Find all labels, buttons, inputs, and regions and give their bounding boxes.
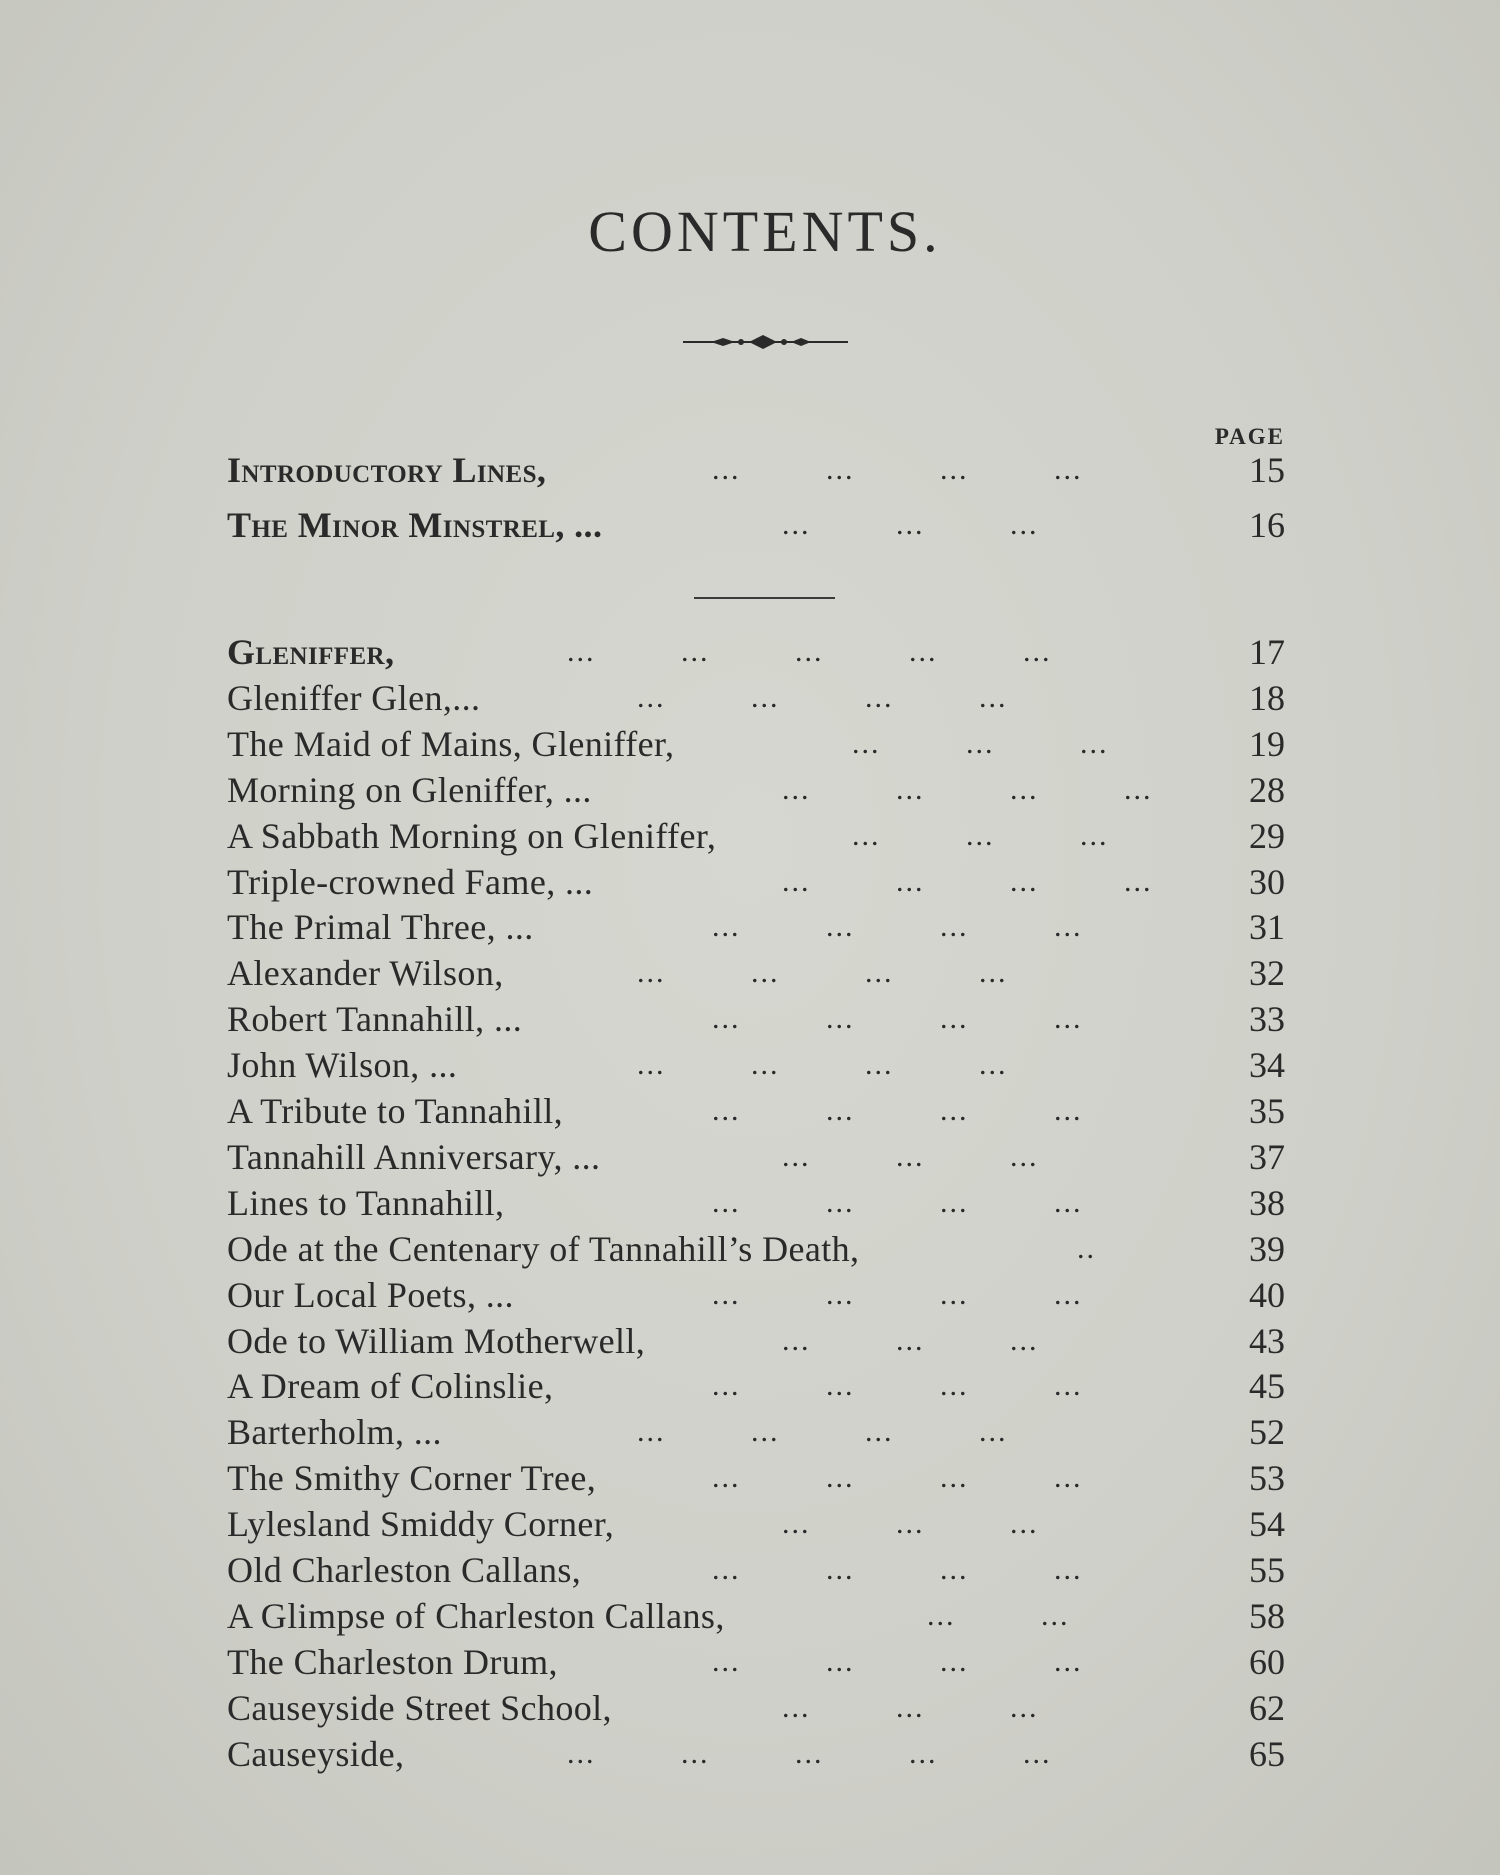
dot-leader: ... ... — [927, 1599, 1070, 1632]
entry-title: Lines to Tannahill, — [227, 1183, 505, 1223]
dot-leader: ... ... ... ... — [712, 1094, 1083, 1127]
entry-title: Our Local Poets, ... — [227, 1275, 514, 1315]
entry-title: John Wilson, ... — [227, 1045, 458, 1085]
dot-leader: ... ... ... ... — [712, 1278, 1083, 1311]
entry-page-number: 15 — [1249, 450, 1285, 490]
contents-entry — [227, 1227, 1285, 1271]
entry-page-number: 19 — [1249, 724, 1285, 764]
entry-title: Triple-crowned Fame, ... — [227, 862, 594, 902]
contents-entry — [227, 951, 1285, 995]
contents-entry — [227, 1181, 1285, 1225]
dot-leader: ... ... ... ... ... — [567, 635, 1052, 668]
entry-title: Introductory Lines, — [227, 450, 547, 490]
dot-leader: ... ... ... — [852, 819, 1109, 852]
entry-page-number: 39 — [1249, 1229, 1285, 1269]
contents-entry — [227, 448, 1285, 492]
contents-entry — [227, 1410, 1285, 1454]
entry-title: Robert Tannahill, ... — [227, 999, 523, 1039]
entry-title: Old Charleston Callans, — [227, 1550, 582, 1590]
entry-page-number: 45 — [1249, 1366, 1285, 1406]
entry-page-number: 18 — [1249, 678, 1285, 718]
dot-leader: ... ... ... ... — [637, 681, 1008, 714]
contents-entry — [227, 768, 1285, 812]
entry-title: A Tribute to Tannahill, — [227, 1091, 564, 1131]
dot-leader: ... ... ... ... — [637, 1048, 1008, 1081]
dot-leader: ... ... ... — [782, 1507, 1039, 1540]
entry-title: The Primal Three, ... — [227, 907, 534, 947]
contents-entry — [227, 1319, 1285, 1363]
dot-leader: ... ... ... ... — [712, 1461, 1083, 1494]
dot-leader: ... ... ... ... — [637, 956, 1008, 989]
contents-entry — [227, 1732, 1285, 1776]
page-column-header: PAGE — [1214, 424, 1285, 449]
dot-leader: ... ... ... ... — [712, 910, 1083, 943]
entry-page-number: 28 — [1249, 770, 1285, 810]
contents-entry — [227, 860, 1285, 904]
dot-leader: ... ... ... — [782, 1140, 1039, 1173]
entry-page-number: 34 — [1249, 1045, 1285, 1085]
dot-leader: ... ... ... — [782, 1691, 1039, 1724]
section-rule — [694, 597, 835, 599]
entry-title: Causeyside Street School, — [227, 1688, 612, 1728]
dot-leader: ... ... ... — [852, 727, 1109, 760]
contents-entry — [227, 1273, 1285, 1317]
entry-title: Gleniffer Glen,... — [227, 678, 481, 718]
entry-title: A Glimpse of Charleston Callans, — [227, 1596, 725, 1636]
entry-page-number: 65 — [1249, 1734, 1285, 1774]
contents-entry — [227, 1594, 1285, 1638]
entry-page-number: 43 — [1249, 1321, 1285, 1361]
entry-title: Barterholm, ... — [227, 1412, 442, 1452]
contents-entry — [227, 722, 1285, 766]
dot-leader: .. — [1077, 1232, 1096, 1265]
contents-entry — [227, 814, 1285, 858]
entry-page-number: 33 — [1249, 999, 1285, 1039]
entry-page-number: 16 — [1249, 505, 1285, 545]
entry-page-number: 37 — [1249, 1137, 1285, 1177]
entry-page-number: 40 — [1249, 1275, 1285, 1315]
entry-title: Tannahill Anniversary, ... — [227, 1137, 601, 1177]
entry-page-number: 30 — [1249, 862, 1285, 902]
entry-page-number: 60 — [1249, 1642, 1285, 1682]
dot-leader: ... ... ... ... — [712, 1369, 1083, 1402]
entry-page-number: 53 — [1249, 1458, 1285, 1498]
contents-entry — [227, 1456, 1285, 1500]
dot-leader: ... ... ... ... — [712, 1645, 1083, 1678]
contents-entry — [227, 503, 1285, 547]
entry-page-number: 17 — [1249, 632, 1285, 672]
dot-leader: ... ... ... ... — [712, 1186, 1083, 1219]
entry-title: Alexander Wilson, — [227, 953, 504, 993]
contents-entry — [227, 630, 1285, 674]
entry-page-number: 52 — [1249, 1412, 1285, 1452]
entry-page-number: 31 — [1249, 907, 1285, 947]
dot-leader: ... ... ... ... — [712, 1002, 1083, 1035]
contents-entry — [227, 676, 1285, 720]
contents-entry — [227, 1089, 1285, 1133]
entry-title: Ode at the Centenary of Tannahill’s Death, — [227, 1229, 860, 1269]
entry-title: Lylesland Smiddy Corner, — [227, 1504, 615, 1544]
entry-page-number: 55 — [1249, 1550, 1285, 1590]
contents-entry — [227, 1364, 1285, 1408]
entry-title: The Minor Minstrel, ... — [227, 505, 603, 545]
entry-page-number: 38 — [1249, 1183, 1285, 1223]
contents-entry — [227, 997, 1285, 1041]
dot-leader: ... ... ... ... — [782, 865, 1153, 898]
entry-title: The Smithy Corner Tree, — [227, 1458, 597, 1498]
page-title: CONTENTS. — [588, 199, 942, 264]
contents-entry — [227, 1640, 1285, 1684]
entry-page-number: 54 — [1249, 1504, 1285, 1544]
dot-leader: ... ... ... ... ... — [567, 1737, 1052, 1770]
entry-page-number: 32 — [1249, 953, 1285, 993]
dot-leader: ... ... ... — [782, 1324, 1039, 1357]
entry-title: Ode to William Motherwell, — [227, 1321, 646, 1361]
entry-page-number: 29 — [1249, 816, 1285, 856]
entry-title: A Sabbath Morning on Gleniffer, — [227, 816, 717, 856]
contents-entry — [227, 1043, 1285, 1087]
dot-leader: ... ... ... — [782, 508, 1039, 541]
dot-leader: ... ... ... ... — [712, 1553, 1083, 1586]
entry-page-number: 58 — [1249, 1596, 1285, 1636]
entry-title: A Dream of Colinslie, — [227, 1366, 554, 1406]
entry-title: Morning on Gleniffer, ... — [227, 770, 592, 810]
entry-page-number: 62 — [1249, 1688, 1285, 1728]
contents-entry — [227, 1135, 1285, 1179]
contents-entry — [227, 1548, 1285, 1592]
dot-leader: ... ... ... ... — [782, 773, 1153, 806]
entry-title: Gleniffer, — [227, 632, 395, 672]
dot-leader: ... ... ... ... — [637, 1415, 1008, 1448]
entry-title: The Maid of Mains, Gleniffer, — [227, 724, 675, 764]
contents-entry — [227, 1502, 1285, 1546]
dot-leader: ... ... ... ... — [712, 453, 1083, 486]
contents-entry — [227, 905, 1285, 949]
entry-title: Causeyside, — [227, 1734, 405, 1774]
entry-title: The Charleston Drum, — [227, 1642, 558, 1682]
contents-entry — [227, 1686, 1285, 1730]
entry-page-number: 35 — [1249, 1091, 1285, 1131]
